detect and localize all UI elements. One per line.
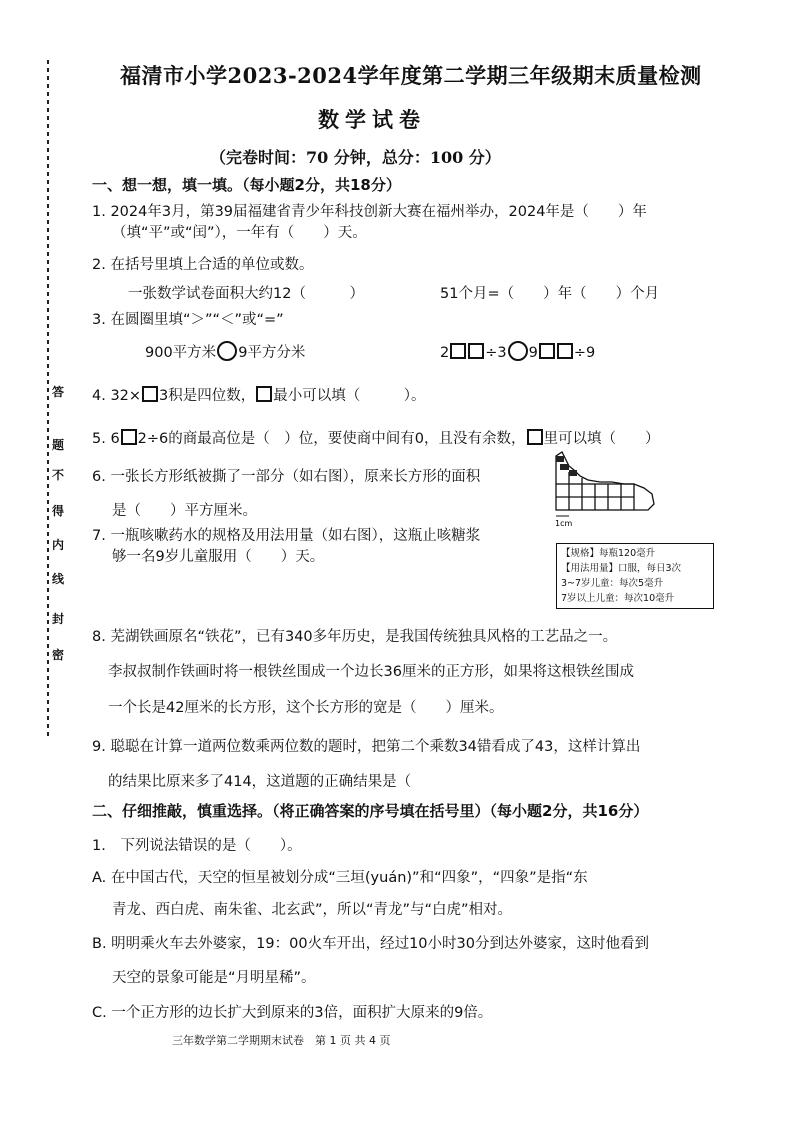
torn-rectangle-figure [550,448,660,528]
q3-a-right: 9平方分米 [238,345,306,361]
q4 [92,384,426,405]
q3-b-digit: 9 [528,345,538,361]
q8-line1: 8. 芜湖铁画原名“铁花”，已有340多年历史，是我国传统独具风格的工艺品之一。 [92,629,618,645]
q5 [92,427,660,448]
blank-box [256,386,272,402]
q3-a [145,341,305,362]
q5-a: 5. 6 [92,431,120,447]
q5-b: 2÷6的商最高位是（ ）位，要使商中间有0，且没有余数， [137,431,526,447]
blank-box [142,386,158,402]
q2-b: 51个月=（ ）年（ ）个月 [440,286,660,302]
figure-scale-label: 1cm [555,519,573,528]
q6-line2: 是（ ）平方厘米。 [112,503,257,519]
blank-box [557,343,573,359]
q9-line1: 9. 聪聪在计算一道两位数乘两位数的题时，把第二个乘数34错看成了43，这样计算出 [92,739,641,755]
q2-line1: 2. 在括号里填上合适的单位或数。 [92,257,314,273]
q9-line2: 的结果比原来多了414，这道题的正确结果是（ [108,774,412,790]
option-c-line1: C. 一个正方形的边长扩大到原来的3倍，面积扩大原来的9倍。 [92,1005,493,1021]
compare-circle [217,341,237,361]
option-a-line1: A. 在中国古代，天空的恒星被划分成“三垣(yuán)”和“四象”，“四象”是指“东 [92,870,588,886]
label-line: 3~7岁儿童：每次5毫升 [561,578,664,589]
q6-line1: 6. 一张长方形纸被撕了一部分（如右图），原来长方形的面积 [92,469,481,485]
option-b-line2: 天空的景象可能是“月明星稀”。 [112,970,316,986]
margin-char: 封 [52,612,65,626]
margin-char: 线 [52,572,65,586]
q8-line3: 一个长是42厘米的长方形，这个长方形的宽是（ ）厘米。 [108,700,504,716]
blank-box [527,429,543,445]
q3-b [440,341,595,361]
label-line: 7岁以上儿童：每次10毫升 [561,593,675,604]
q5-c: 里可以填（ ） [543,431,660,447]
margin-char: 密 [52,648,65,662]
exam-title: 福清市小学2023-2024学年度第二学期三年级期末质量检测 [120,63,702,88]
option-b-line1: B. 明明乘火车去外婆家，19：00火车开出，经过10小时30分到达外婆家，这时他看到 [92,936,649,952]
blank-box [468,343,484,359]
exam-subtitle: 数学试卷 [318,107,426,132]
blank-box [450,343,466,359]
label-line: 【规格】每瓶120毫升 [561,548,656,559]
blank-box [539,343,555,359]
q2-a: 一张数学试卷面积大约12（ ） [128,286,364,302]
q7-line2: 够一名9岁儿童服用（ ）天。 [112,549,325,565]
q1-line1: 1. 2024年3月，第39届福建省青少年科技创新大赛在福州举办，2024年是（ ）年 [92,204,647,220]
q4-a: 4. 32× [92,388,142,404]
margin-char: 答 [52,385,65,399]
section1-heading: 一、想一想，填一填。（每小题2分，共18分） [92,176,401,194]
page-footer: 三年数学第二学期期末试卷 第 1 页 共 4 页 [172,1034,391,1047]
section2-heading: 二、仔细推敲，慎重选择。（将正确答案的序号填在括号里）（每小题2分，共16分） [92,802,649,820]
q1-line2: （填“平”或“闰”），一年有（ ）天。 [112,225,367,241]
margin-char: 不 [52,468,65,482]
q8-line2: 李叔叔制作铁画时将一根铁丝围成一个边长36厘米的正方形，如果将这根铁丝围成 [108,664,634,680]
option-a-line2: 青龙、西白虎、南朱雀、北玄武”，所以“青龙”与“白虎”相对。 [112,902,513,918]
binding-line [47,60,49,740]
q4-b: 3积是四位数， [159,388,256,404]
q4-c: 最小可以填（ ）。 [273,388,426,404]
q7-line1: 7. 一瓶咳嗽药水的规格及用法用量（如右图），这瓶止咳糖浆 [92,528,481,544]
q3-a-left: 900平方米 [145,345,217,361]
s2-q1: 1. 下列说法错误的是（ ）。 [92,838,302,854]
compare-circle [508,341,528,361]
margin-char: 得 [52,504,65,518]
blank-box [121,429,137,445]
q3-line1: 3. 在圆圈里填“＞”“＜”或“=” [92,312,284,328]
q3-b-div: ÷9 [573,345,596,361]
q3-b-div: ÷3 [485,345,507,361]
medicine-label [556,543,714,609]
label-line: 【用法用量】口服，每日3次 [561,563,682,574]
exam-info: （完卷时间：70 分钟，总分：100 分） [210,148,501,167]
margin-char: 题 [52,438,65,452]
q3-b-digit: 2 [440,345,450,361]
margin-char: 内 [52,538,65,552]
